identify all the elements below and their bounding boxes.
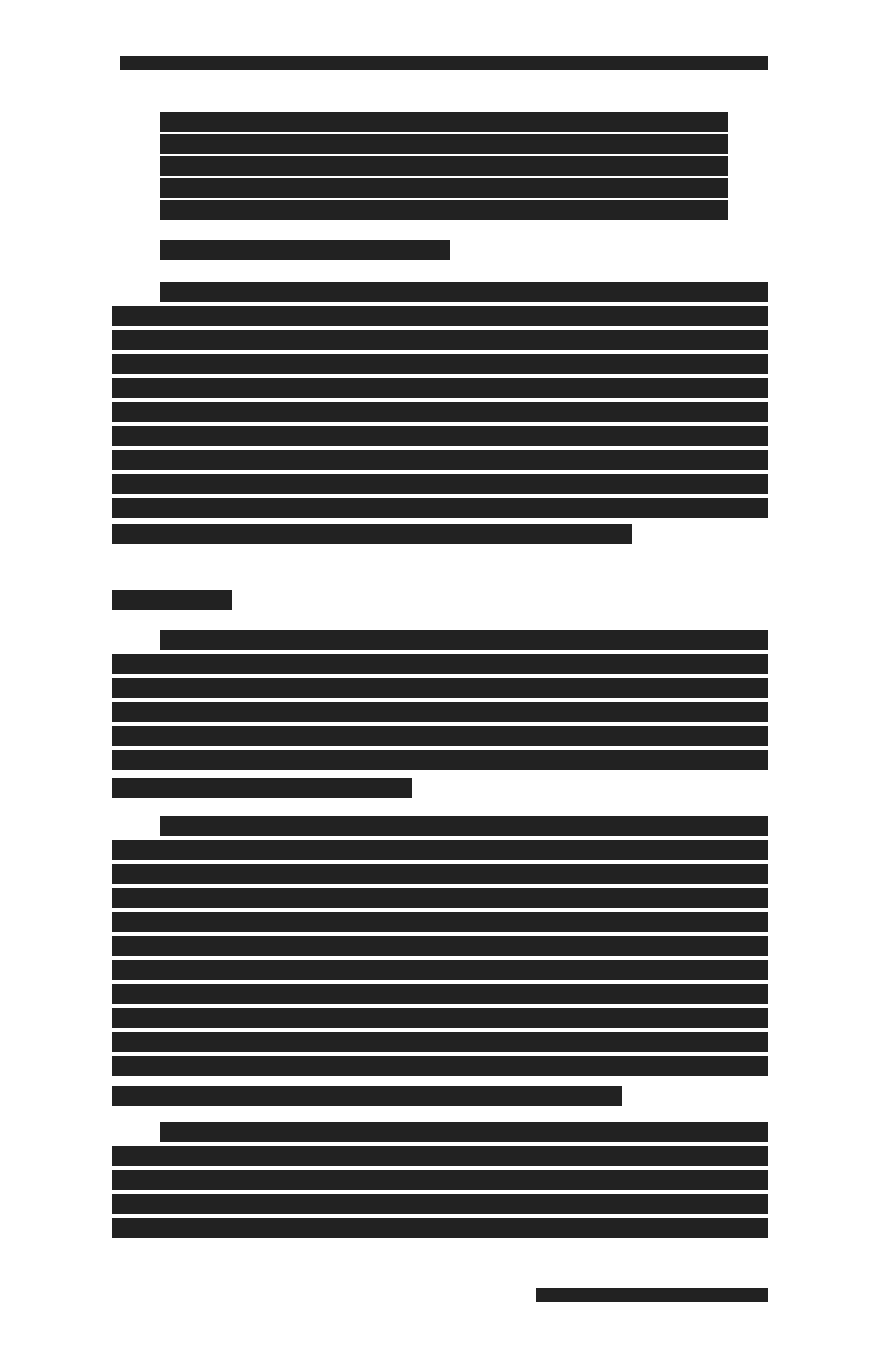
section-heading xyxy=(112,590,232,610)
running-header xyxy=(120,56,768,70)
footer-url xyxy=(536,1288,768,1302)
